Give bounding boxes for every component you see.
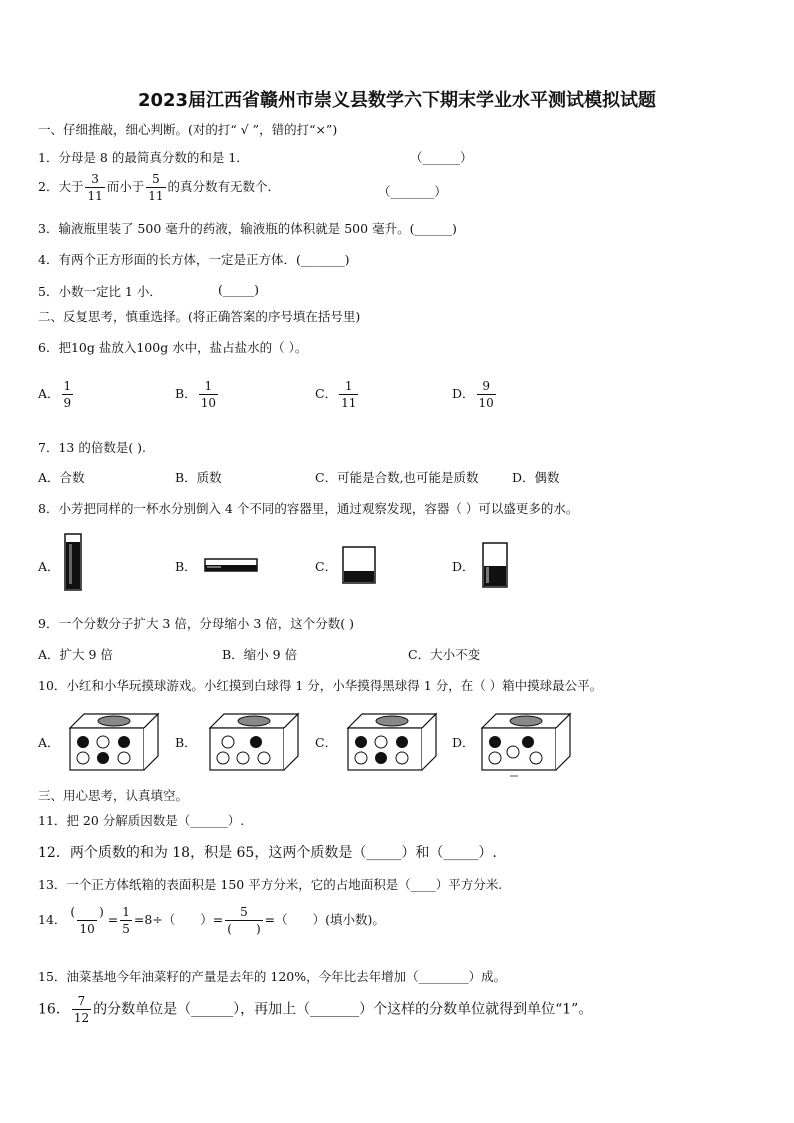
container-a-image: [62, 532, 84, 592]
section1-heading: 一、仔细推敲，细心判断。(对的打“ √ ”，错的打“×”): [38, 122, 338, 137]
q9-option-c[interactable]: C．大小不变: [408, 647, 481, 662]
q14-fraction-1: $\frac{( )}{10}$: [70, 905, 104, 936]
question-12: 12．两个质数的和为 18，积是 65，这两个质数是（_____）和（_____）.: [38, 845, 497, 861]
ball-box-d-image: [480, 712, 572, 780]
q8-option-c[interactable]: C．: [315, 559, 338, 574]
question-7: 7．13 的倍数是( ).: [38, 440, 147, 455]
container-d-image: [480, 540, 510, 590]
q7-option-b[interactable]: B．质数: [175, 470, 222, 485]
q8-option-b[interactable]: B．: [175, 559, 197, 574]
q6-option-a[interactable]: A． $\frac{1}{9}$: [38, 379, 72, 410]
question-2: [38, 173, 280, 202]
q14-fraction-3: $\frac{5}{( )}$: [227, 905, 261, 936]
question-9: 9．一个分数分子扩大 3 倍，分母缩小 3 倍，这个分数( ): [38, 616, 354, 631]
q10-option-c[interactable]: C．: [315, 735, 338, 750]
q6-option-d[interactable]: D． $\frac{9}{10}$: [452, 379, 494, 410]
q10-option-d[interactable]: D．: [452, 735, 475, 750]
q8-option-d[interactable]: D．: [452, 559, 475, 574]
q6-option-c[interactable]: C． $\frac{1}{11}$: [315, 379, 357, 410]
question-14: 14． $\frac{( )}{10}$ = $\frac{1}{5}$ =8÷（ ）= $\frac{5}{( )}$ =（ ）(填小数)。: [38, 905, 385, 936]
q2-number: 2．: [38, 179, 59, 194]
q2-mid: 而小于: [106, 179, 145, 194]
q16-number: 16．: [38, 1001, 70, 1018]
container-b-image: [203, 554, 259, 576]
q5-answer-blank[interactable]: (_____): [218, 282, 260, 297]
question-11: 11．把 20 分解质因数是（______）.: [38, 813, 245, 828]
q7-option-a[interactable]: A．合数: [38, 470, 85, 485]
q2-fraction-2: $\frac{5}{11}$: [148, 172, 164, 203]
q14-fraction-2: $\frac{1}{5}$: [122, 905, 130, 936]
question-4: 4．有两个正方形面的长方体，一定是正方体．(_______): [38, 252, 350, 267]
question-10: 10．小红和小华玩摸球游戏。小红摸到白球得 1 分，小华摸得黑球得 1 分，在（ ）箱中摸球最公平。: [38, 678, 603, 693]
question-5: 5．小数一定比 1 小．: [38, 284, 162, 299]
q1-answer-blank[interactable]: （______）: [410, 150, 473, 165]
q2-fraction-1: $\frac{3}{11}$: [87, 172, 103, 203]
page-title: 2023届江西省赣州市崇义县数学六下期末学业水平测试模拟试题: [137, 90, 657, 111]
question-6: 6．把10g 盐放入100g 水中，盐占盐水的（ ）。: [38, 340, 308, 355]
question-1: [38, 148, 249, 166]
q9-option-a[interactable]: A．扩大 9 倍: [38, 647, 113, 662]
ball-box-a-image: [68, 712, 160, 772]
section2-heading: 二、反复思考，慎重选择。(将正确答案的序号填在括号里): [38, 309, 361, 324]
container-c-image: [340, 544, 378, 586]
question-13: 13．一个正方体纸箱的表面积是 150 平方分米，它的占地面积是（____）平方分米.: [38, 877, 503, 892]
q1-number: 1．: [38, 150, 59, 165]
question-3: 3．输液瓶里装了 500 毫升的药液，输液瓶的体积就是 500 毫升。(______): [38, 221, 457, 236]
q1-text: 分母是 8 的最简真分数的和是 1．: [58, 150, 249, 165]
q2-pre: 大于: [58, 179, 84, 194]
question-8: 8．小芳把同样的一杯水分别倒入 4 个不同的容器里，通过观察发现，容器（ ）可以盛更多的水。: [38, 501, 579, 516]
q7-option-d[interactable]: D．偶数: [512, 470, 560, 485]
q8-option-a[interactable]: A．: [38, 559, 60, 574]
q2-post: 的真分数有无数个．: [167, 179, 281, 194]
ball-box-b-image: [208, 712, 300, 772]
q9-option-b[interactable]: B．缩小 9 倍: [222, 647, 298, 662]
ball-box-c-image: [346, 712, 438, 772]
q7-option-c[interactable]: C．可能是合数,也可能是质数: [315, 470, 479, 485]
question-16: 16． $\frac{7}{12}$ 的分数单位是（______），再加上（_______）个这样的分数单位就得到单位“1”。: [38, 994, 593, 1025]
q2-answer-blank[interactable]: （_______）: [378, 184, 447, 199]
q10-option-b[interactable]: B．: [175, 735, 197, 750]
q10-option-a[interactable]: A．: [38, 735, 60, 750]
q6-option-b[interactable]: B． $\frac{1}{10}$: [175, 379, 216, 410]
q14-number: 14．: [38, 912, 67, 927]
q16-fraction: $\frac{7}{12}$: [73, 994, 90, 1025]
question-15: 15．油菜基地今年油菜籽的产量是去年的 120%，今年比去年增加（________）成。: [38, 969, 507, 984]
section3-heading: 三、用心思考，认真填空。: [38, 788, 189, 803]
